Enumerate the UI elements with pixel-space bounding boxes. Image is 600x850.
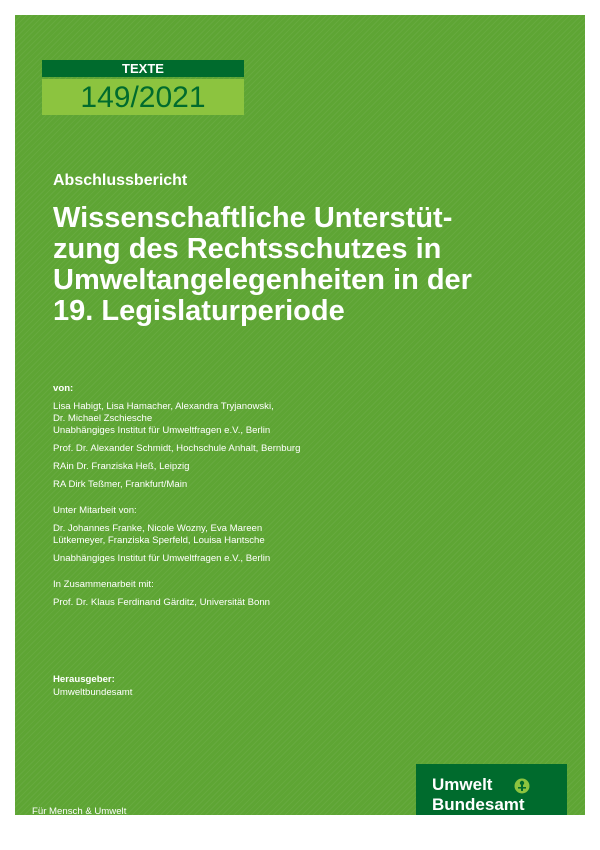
author-line: Dr. Michael Zschiesche bbox=[53, 413, 153, 424]
author-line: Prof. Dr. Alexander Schmidt, Hochschule Anhalt, Bernburg bbox=[53, 443, 301, 454]
collab-line: Unabhängiges Institut für Umweltfragen e.V., Berlin bbox=[53, 553, 271, 564]
title-line: 19. Legislaturperiode bbox=[53, 295, 345, 327]
publisher-block bbox=[53, 673, 132, 699]
uba-tree-icon bbox=[514, 778, 530, 794]
title-line: Umweltangelegenheiten in der bbox=[53, 264, 472, 296]
publisher-name: Umweltbundesamt bbox=[53, 687, 133, 698]
collab-line: Lütkemeyer, Franziska Sperfeld, Louisa Hantsche bbox=[53, 535, 265, 546]
uba-logo bbox=[416, 764, 567, 815]
author-line: RAin Dr. Franziska Heß, Leipzig bbox=[53, 461, 190, 472]
series-label: TEXTE bbox=[42, 60, 244, 77]
authors-heading: von: bbox=[53, 383, 74, 394]
cover bbox=[15, 15, 585, 815]
logo-line-2: Bundesamt bbox=[432, 795, 525, 814]
publisher-heading: Herausgeber: bbox=[53, 674, 115, 685]
coop-heading: In Zusammenarbeit mit: bbox=[53, 579, 154, 590]
coop-line: Prof. Dr. Klaus Ferdinand Gärditz, Universität Bonn bbox=[53, 597, 271, 608]
subtitle: Abschlussbericht bbox=[53, 172, 188, 189]
document-title bbox=[53, 203, 573, 327]
author-line: Unabhängiges Institut für Umweltfragen e.V., Berlin bbox=[53, 425, 271, 436]
collab-heading: Unter Mitarbeit von: bbox=[53, 505, 137, 516]
author-line: RA Dirk Teßmer, Frankfurt/Main bbox=[53, 479, 188, 490]
author-line: Lisa Habigt, Lisa Hamacher, Alexandra Tryjanowski, bbox=[53, 401, 274, 412]
series-number: 149/2021 bbox=[42, 79, 244, 115]
title-line: zung des Rechtsschutzes in bbox=[53, 233, 442, 265]
collab-line: Dr. Johannes Franke, Nicole Wozny, Eva Mareen bbox=[53, 523, 263, 534]
author-group bbox=[53, 401, 353, 437]
title-line: Wissenschaftliche Unterstüt- bbox=[53, 202, 453, 234]
authors-block bbox=[53, 383, 353, 615]
logo-line-1: Umwelt bbox=[432, 775, 493, 794]
tagline: Für Mensch & Umwelt bbox=[32, 806, 127, 815]
collab-group bbox=[53, 523, 353, 547]
